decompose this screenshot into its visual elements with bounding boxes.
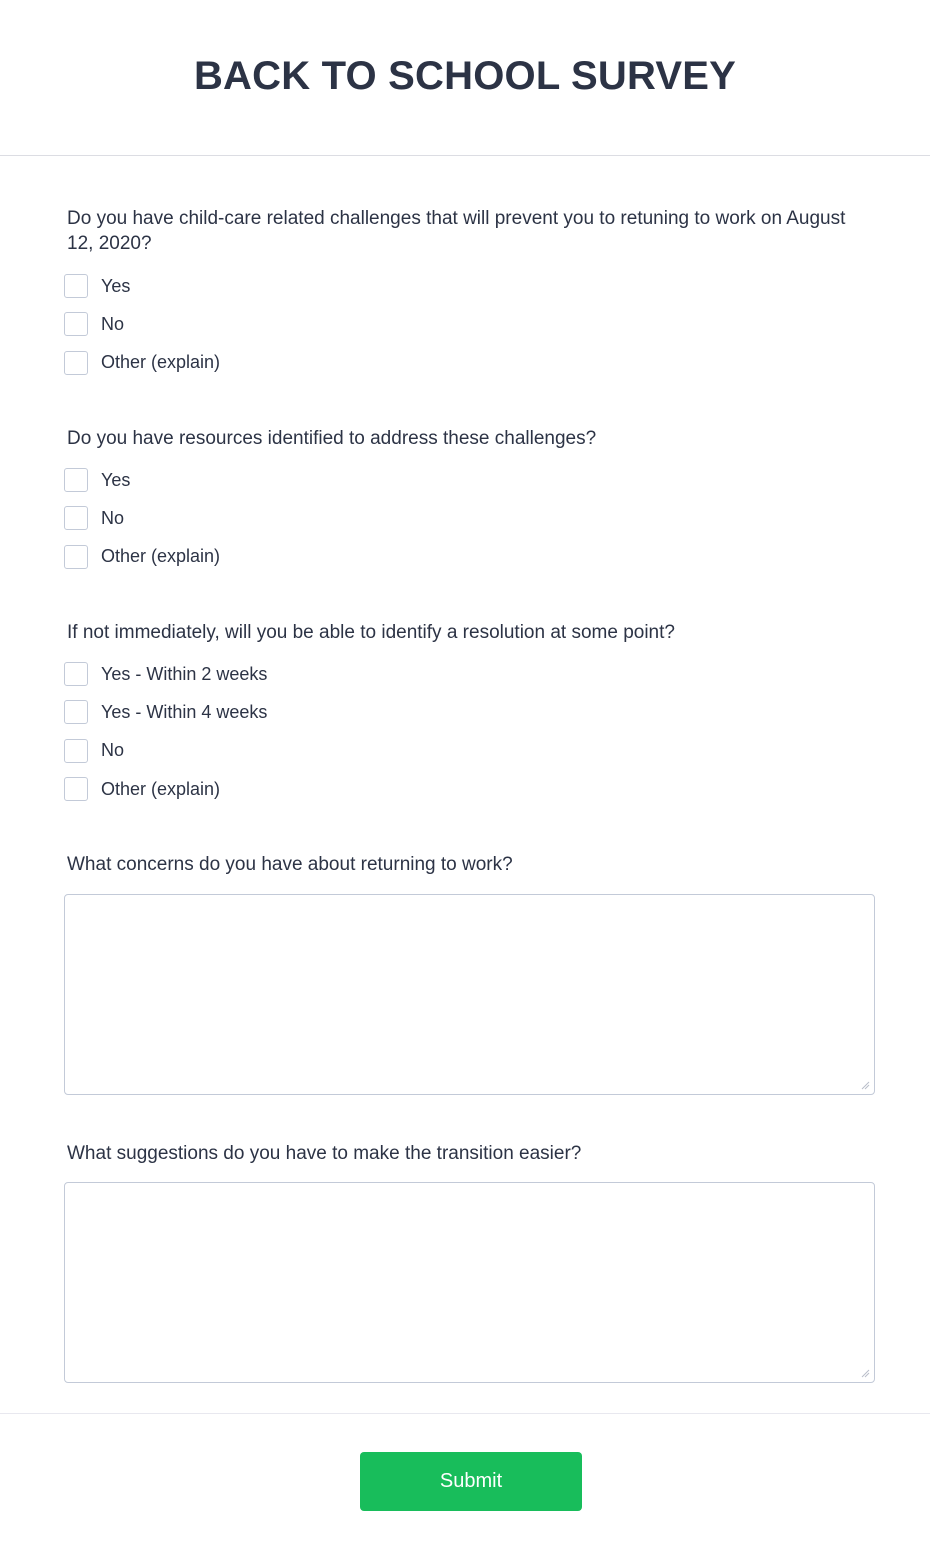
- option-other[interactable]: [64, 770, 875, 808]
- option-yes[interactable]: [64, 461, 875, 499]
- form-title: BACK TO SCHOOL SURVEY: [193, 54, 737, 98]
- question-childcare-challenges: [64, 206, 875, 382]
- option-yes-4-weeks[interactable]: [64, 693, 875, 731]
- checkbox[interactable]: [64, 545, 88, 569]
- option-other[interactable]: [64, 538, 875, 576]
- question-label: Do you have resources identified to address these challenges?: [67, 428, 597, 449]
- option-yes-2-weeks[interactable]: [64, 655, 875, 693]
- question-suggestions: [64, 1141, 875, 1383]
- form-footer: [0, 1413, 930, 1561]
- checkbox[interactable]: [64, 739, 88, 763]
- resize-grip-icon[interactable]: [860, 1080, 870, 1090]
- option-yes[interactable]: [64, 267, 875, 305]
- question-label: What suggestions do you have to make the transition easier?: [67, 1143, 582, 1164]
- option-other[interactable]: [64, 344, 875, 382]
- checkbox[interactable]: [64, 777, 88, 801]
- option-no[interactable]: [64, 305, 875, 343]
- option-no[interactable]: [64, 732, 875, 770]
- checkbox[interactable]: [64, 312, 88, 336]
- checkbox[interactable]: [64, 351, 88, 375]
- question-label: Do you have child-care related challenges that will prevent you to retuning to work on August 12, 2020?: [67, 208, 846, 254]
- form-header: [0, 0, 930, 156]
- concerns-textarea[interactable]: [64, 894, 875, 1095]
- option-label: Other (explain): [101, 546, 221, 567]
- option-label: Yes: [101, 469, 131, 490]
- question-concerns: [64, 852, 875, 1095]
- question-label: If not immediately, will you be able to identify a resolution at some point?: [67, 622, 675, 643]
- resize-grip-icon[interactable]: [860, 1368, 870, 1378]
- question-label: What concerns do you have about returning to work?: [67, 854, 513, 875]
- option-label: No: [101, 313, 125, 334]
- checkbox[interactable]: [64, 700, 88, 724]
- submit-button[interactable]: Submit: [360, 1452, 582, 1511]
- option-no[interactable]: [64, 499, 875, 537]
- question-resources: [64, 426, 875, 576]
- suggestions-textarea[interactable]: [64, 1182, 875, 1383]
- option-label: No: [101, 740, 125, 761]
- option-label: Yes - Within 2 weeks: [101, 663, 268, 684]
- question-resolution: [64, 620, 875, 808]
- option-label: Yes: [101, 275, 131, 296]
- option-label: Other (explain): [101, 778, 221, 799]
- checkbox[interactable]: [64, 662, 88, 686]
- checkbox[interactable]: [64, 468, 88, 492]
- option-label: Yes - Within 4 weeks: [101, 701, 268, 722]
- checkbox[interactable]: [64, 506, 88, 530]
- option-label: No: [101, 507, 125, 528]
- option-label: Other (explain): [101, 352, 221, 373]
- checkbox[interactable]: [64, 274, 88, 298]
